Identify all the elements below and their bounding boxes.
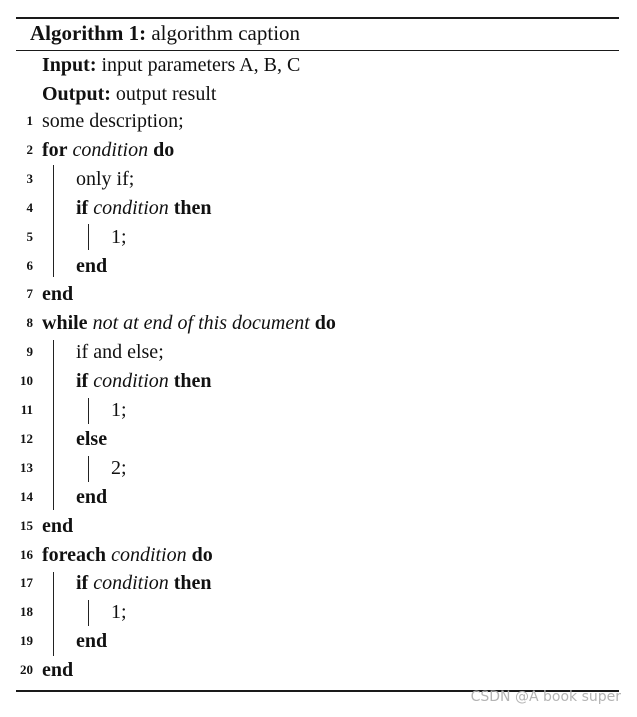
else-block-bar — [88, 456, 89, 482]
line-content — [76, 340, 164, 364]
keyword: for — [42, 138, 68, 161]
while-block-bar — [53, 340, 54, 510]
line-content — [76, 254, 107, 278]
output-text: output result — [115, 83, 217, 105]
condition-text: condition — [93, 370, 169, 393]
condition-text: condition — [111, 543, 187, 566]
line-number: 2 — [26, 141, 33, 157]
algorithm-caption — [30, 20, 300, 46]
caption-text: algorithm caption — [151, 21, 301, 45]
line-number: 5 — [26, 228, 33, 244]
line-number: 16 — [20, 546, 33, 562]
statement-text: if and else; — [76, 341, 164, 364]
input-label: Input: — [42, 54, 97, 76]
input-text: input parameters A, B, C — [101, 54, 301, 76]
line-number: 15 — [20, 517, 33, 533]
line-content — [42, 282, 73, 306]
keyword: end — [42, 283, 74, 306]
caption-rule — [16, 50, 619, 51]
statement-text: 2; — [111, 456, 127, 479]
line-number: 1 — [26, 113, 33, 128]
line-content — [76, 485, 107, 509]
line-content — [42, 138, 174, 162]
keyword: do — [153, 138, 175, 161]
top-rule — [16, 17, 619, 19]
line-content — [76, 196, 212, 220]
line-number: 19 — [20, 633, 33, 649]
statement-text: 1; — [111, 399, 127, 421]
condition-text: condition — [93, 572, 169, 595]
line-number: 11 — [20, 402, 33, 417]
caption-label: Algorithm 1: — [30, 21, 147, 45]
then-block-bar — [88, 398, 89, 424]
line-content — [111, 600, 127, 624]
keyword: end — [76, 254, 108, 277]
statement-text: only if; — [76, 167, 135, 190]
keyword: end — [76, 630, 108, 653]
output-label: Output: — [42, 83, 111, 105]
line-content — [76, 167, 134, 191]
line-number: 8 — [26, 315, 33, 331]
keyword: then — [173, 370, 212, 393]
line-number: 20 — [20, 662, 33, 678]
line-number: 14 — [20, 488, 33, 504]
condition-text: not at end of this document — [92, 312, 310, 335]
keyword: if — [76, 370, 89, 393]
line-content — [76, 427, 107, 451]
line-number: 3 — [26, 170, 33, 186]
line-content — [42, 109, 184, 133]
statement-text: 1; — [111, 225, 127, 248]
keyword: end — [76, 485, 108, 508]
line-content — [111, 456, 127, 480]
foreach-if-block-bar — [88, 600, 89, 626]
if-block-bar — [88, 224, 89, 250]
line-content — [76, 369, 212, 393]
line-content — [76, 571, 212, 595]
for-block-bar — [53, 165, 54, 277]
keyword: then — [173, 572, 212, 595]
condition-text: condition — [72, 138, 149, 161]
watermark: CSDN @A book super — [470, 689, 621, 705]
keyword: then — [173, 196, 212, 219]
line-number: 9 — [26, 344, 33, 360]
line-content — [111, 225, 127, 249]
line-number: 13 — [20, 459, 33, 475]
line-number: 17 — [20, 575, 33, 591]
keyword: end — [42, 514, 74, 537]
keyword: do — [191, 543, 213, 566]
keyword: end — [42, 659, 74, 682]
line-content — [111, 398, 127, 422]
keyword: if — [76, 572, 89, 595]
statement-text: 1; — [111, 601, 127, 624]
line-number: 10 — [20, 373, 33, 389]
condition-text: condition — [93, 196, 169, 219]
line-number: 4 — [26, 199, 33, 215]
keyword: do — [314, 312, 336, 335]
keyword: if — [76, 196, 89, 219]
line-number: 6 — [26, 257, 33, 273]
foreach-block-bar — [53, 572, 54, 656]
line-number: 7 — [26, 286, 33, 302]
line-number: 12 — [20, 430, 33, 446]
line-content — [42, 514, 73, 538]
keyword: foreach — [42, 543, 107, 566]
line-content — [76, 629, 107, 653]
line-content — [42, 658, 73, 682]
statement-text: some description; — [42, 110, 184, 132]
keyword: while — [42, 312, 88, 335]
keyword: else — [76, 427, 108, 450]
line-number: 18 — [20, 604, 33, 620]
line-content — [42, 311, 336, 335]
line-content — [42, 543, 213, 567]
